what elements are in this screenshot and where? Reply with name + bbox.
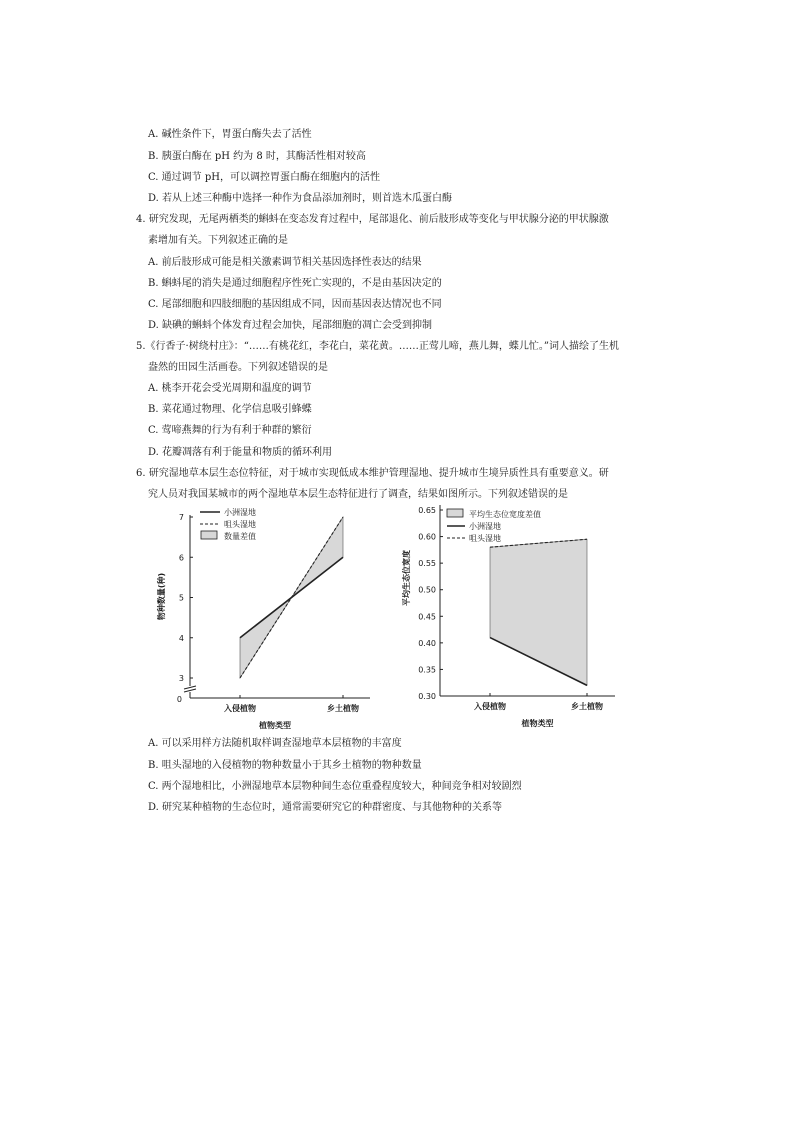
y-axis-title: 平均生态位宽度: [402, 550, 411, 606]
q4-stem-line1: 4. 研究发现，无尾两栖类的蝌蚪在变态发育过程中，尾部退化、前后肢形成等变化与甲状腺分泌的甲状腺激: [136, 214, 609, 225]
q5-option-d: D. 花瓣凋落有利于能量和物质的循环利用: [148, 447, 333, 458]
legend-fill-swatch: [201, 531, 217, 539]
q4-option-b: B. 蝌蚪尾的消失是通过细胞程序性死亡实现的，不是由基因决定的: [148, 278, 442, 289]
q4-option-c: C. 尾部细胞和四肢细胞的基因组成不同，因而基因表达情况也不同: [148, 299, 442, 310]
q6-option-c: C. 两个湿地相比，小洲湿地草本层物种间生态位重叠程度较大，种间竞争相对较剧烈: [148, 781, 522, 792]
q4-option-a: A. 前后肢形成可能是相关激素调节相关基因选择性表达的结果: [148, 257, 422, 268]
legend-jutou: 咀头湿地: [469, 534, 501, 543]
species-count-chart: [150, 500, 400, 732]
x-tick-label: 乡土植物: [571, 702, 603, 711]
q6-stem-line1: 6. 研究湿地草本层生态位特征，对于城市实现低成本维护管理湿地、提升城市生境异质性具有重要意义。研: [136, 468, 609, 479]
axis-break-mark: [184, 686, 196, 692]
q5-stem-line1: 5.《行香子·树绕村庄》：“……有桃花红，李花白，菜花黄。……正莺儿啼，燕儿舞，蝶儿忙。”词人描绘了生机: [136, 341, 619, 352]
q3-option-a: A. 碱性条件下，胃蛋白酶失去了活性: [148, 129, 312, 140]
q4-stem-line2: 素增加有关。下列叙述正确的是: [148, 235, 288, 246]
q4-option-d: D. 缺碘的蝌蚪个体发育过程会加快，尾部细胞的凋亡会受到抑制: [148, 320, 433, 331]
y-tick-label: 0.35: [418, 665, 436, 675]
legend-jutou: 咀头湿地: [224, 520, 256, 529]
y-tick-label: 0.55: [418, 559, 436, 569]
q5-option-c: C. 莺啼燕舞的行为有利于种群的繁衍: [148, 425, 312, 436]
y-tick-label: 0.45: [418, 612, 436, 622]
y-tick-label: 0.65: [418, 506, 436, 515]
y-tick-label: 0.50: [418, 585, 436, 595]
y-tick-label: 0.40: [418, 638, 436, 648]
q5-option-b: B. 菜花通过物理、化学信息吸引蜂蝶: [148, 404, 312, 415]
q6-option-a: A. 可以采用样方法随机取样调查湿地草本层植物的丰富度: [148, 738, 402, 749]
q3-option-b: B. 胰蛋白酶在 pH 约为 8 时，其酶活性相对较高: [148, 151, 366, 162]
y-tick-label: 6: [178, 553, 184, 563]
y-axis-title: 物种数量(种): [157, 572, 166, 621]
legend-fill-swatch: [447, 509, 463, 517]
x-axis-title: 植物类型: [259, 721, 291, 730]
legend-xiaozhou: 小洲湿地: [224, 508, 256, 517]
y-tick-label: 5: [178, 593, 184, 603]
q6-stem-line2: 究人员对我国某城市的两个湿地草本层生态特征进行了调查，结果如图所示。下列叙述错误的是: [148, 489, 568, 500]
x-tick-label: 乡土植物: [327, 704, 359, 713]
q3-option-d: D. 若从上述三种酶中选择一种作为食品添加剂时，则首选木瓜蛋白酶: [148, 193, 453, 204]
difference-fill: [490, 539, 587, 685]
legend-xiaozhou: 小洲湿地: [469, 522, 501, 531]
legend-difference: 数量差值: [224, 532, 256, 541]
y-tick-label: 0.30: [418, 692, 436, 701]
q3-option-c: C. 通过调节 pH，可以调控胃蛋白酶在细胞内的活性: [148, 172, 380, 183]
niche-width-chart: [395, 500, 630, 732]
q6-option-d: D. 研究某种植物的生态位时，通常需要研究它的种群密度、与其他物种的关系等: [148, 802, 503, 813]
y-tick-label: 3: [178, 674, 184, 683]
y-tick-label: 7: [178, 513, 184, 522]
origin-label: 0: [176, 695, 182, 704]
q5-option-a: A. 桃李开花会受光周期和温度的调节: [148, 383, 312, 394]
x-axis-title: 植物类型: [521, 719, 554, 728]
legend-difference: 平均生态位宽度差值: [469, 510, 541, 519]
x-tick-label: 入侵植物: [474, 702, 506, 711]
q6-option-b: B. 咀头湿地的入侵植物的物种数量小于其乡土植物的物种数量: [148, 760, 422, 771]
y-tick-label: 0.60: [418, 532, 436, 542]
y-tick-label: 4: [178, 633, 184, 643]
q5-stem-line2: 盎然的田园生活画卷。下列叙述错误的是: [148, 362, 328, 373]
x-tick-label: 入侵植物: [224, 704, 256, 713]
